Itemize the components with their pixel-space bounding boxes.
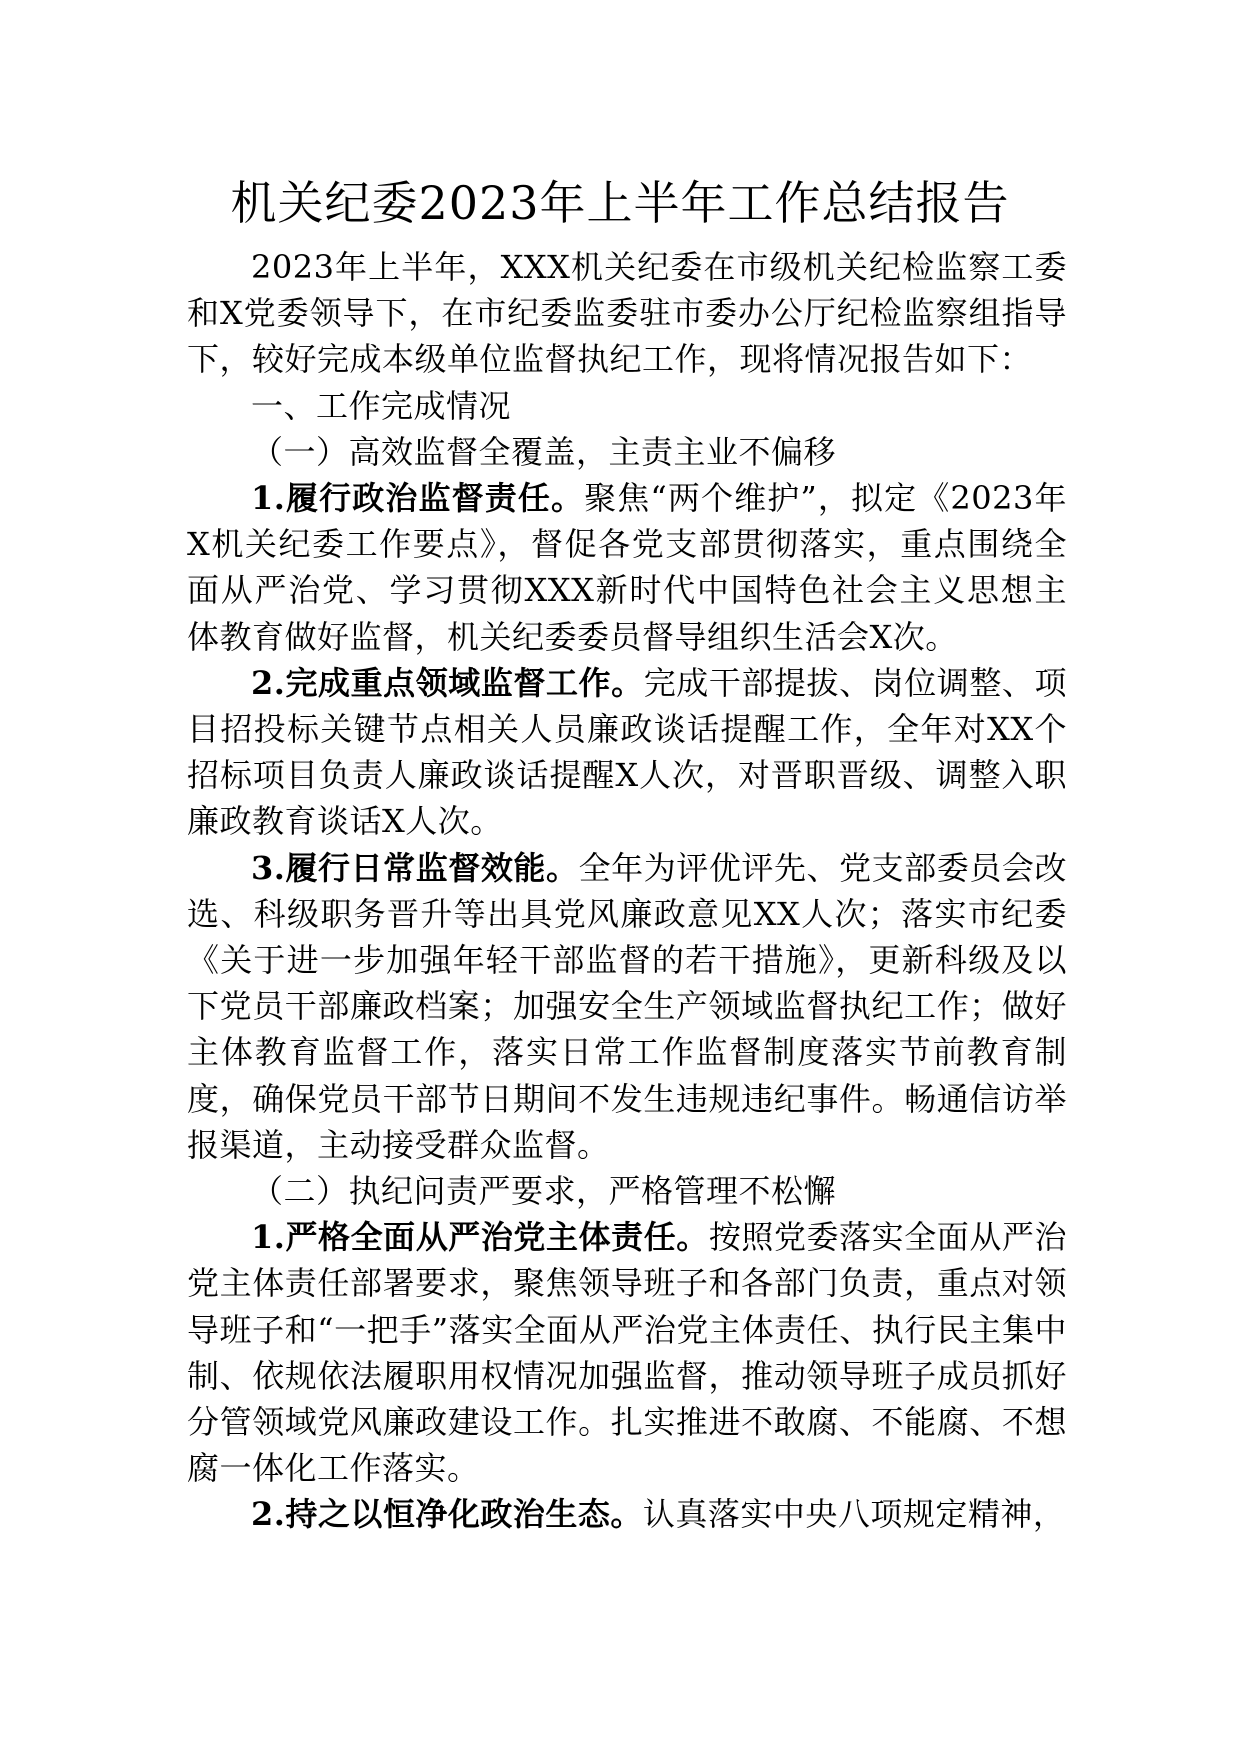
work-item-paragraph — [187, 1491, 1067, 1537]
section-heading: 一、工作完成情况 — [251, 386, 512, 425]
work-item-paragraph — [187, 845, 1067, 1168]
intro-paragraph: 2023年上半年，XXX机关纪委在市级机关纪检监察工委和X党委领导下，在市纪委监委驻市委办公厅纪检监察组指导下，较好完成本级单位监督执纪工作，现将情况报告如下： — [187, 248, 1067, 379]
work-item-paragraph — [187, 1214, 1067, 1491]
work-item-lead: 1.履行政治监督责任。 — [251, 479, 585, 518]
work-item-lead: 2.持之以恒净化政治生态。 — [251, 1495, 643, 1534]
subsection-heading: （二）执纪问责严要求，严格管理不松懈 — [251, 1172, 837, 1211]
work-item-text: 聚焦“两个维护”，拟定《2023年X机关纪委工作要点》，督促各党支部贯彻落实，重点围绕全面从严治党、学习贯彻XXX新时代中国特色社会主义思想主体教育做好监督，机关纪委委员督导组织生活会X次。 — [187, 479, 1067, 656]
subsection-heading: （一）高效监督全覆盖，主责主业不偏移 — [251, 432, 837, 471]
work-item-paragraph — [187, 660, 1067, 845]
work-item-text: 全年为评优评先、党支部委员会改选、科级职务晋升等出具党风廉政意见XX人次；落实市纪委《关于进一步加强年轻干部监督的若干措施》，更新科级及以下党员干部廉政档案；加强安全生产领域监督执纪工作；做好主体教育监督工作，落实日常工作监督制度落实节前教育制度，确保党员干部节日期间不发生违规违纪事件。畅通信访举报渠道，主动接受群众监督。 — [187, 848, 1067, 1164]
work-item-text: 完成干部提拔、岗位调整、项目招投标关键节点相关人员廉政谈话提醒工作，全年对XX个招标项目负责人廉政谈话提醒X人次，对晋职晋级、调整入职廉政教育谈话X人次。 — [187, 663, 1067, 841]
work-item-text: 按照党委落实全面从严治党主体责任部署要求，聚焦领导班子和各部门负责，重点对领导班子和“一把手”落实全面从严治党主体责任、执行民主集中制、依规依法履职用权情况加强监督，推动领导班子成员抓好分管领域党风廉政建设工作。扎实推进不敢腐、不能腐、不想腐一体化工作落实。 — [187, 1218, 1067, 1488]
document-title: 机关纪委2023年上半年工作总结报告 — [230, 176, 1010, 230]
work-item-lead: 1.严格全面从严治党主体责任。 — [251, 1218, 709, 1257]
work-item-lead: 2.完成重点领域监督工作。 — [251, 663, 644, 702]
work-item-text: 认真落实中央八项规定精神， — [642, 1495, 1066, 1534]
work-item-lead: 3.履行日常监督效能。 — [251, 848, 579, 887]
document-body — [187, 244, 1067, 1538]
work-item-paragraph — [187, 475, 1067, 660]
